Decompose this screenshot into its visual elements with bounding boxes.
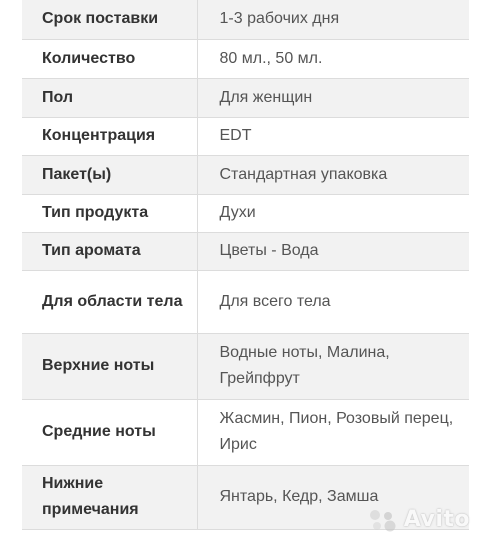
spec-row-body-area bbox=[22, 270, 469, 333]
spec-value: EDT bbox=[197, 117, 469, 155]
watermark-text: Avito bbox=[403, 507, 470, 532]
spec-row-package bbox=[22, 155, 469, 194]
spec-label: Пакет(ы) bbox=[22, 155, 197, 194]
spec-value: Для всего тела bbox=[197, 270, 469, 333]
spec-row-fragrance-type bbox=[22, 232, 469, 270]
spec-row-product-type bbox=[22, 194, 469, 232]
spec-value: Стандартная упаковка bbox=[197, 155, 469, 194]
spec-label: Пол bbox=[22, 78, 197, 117]
spec-value: Водные ноты, Малина, Грейпфрут bbox=[197, 333, 469, 399]
spec-label: Срок поставки bbox=[22, 0, 197, 39]
spec-row-delivery bbox=[22, 0, 469, 39]
spec-value: Жасмин, Пион, Розовый перец, Ирис bbox=[197, 399, 469, 465]
spec-value: Для женщин bbox=[197, 78, 469, 117]
spec-row-gender bbox=[22, 78, 469, 117]
spec-value: Духи bbox=[197, 194, 469, 232]
spec-value: 80 мл., 50 мл. bbox=[197, 39, 469, 78]
spec-label: Тип аромата bbox=[22, 232, 197, 270]
spec-row-base-notes bbox=[22, 465, 469, 529]
spec-label: Тип продукта bbox=[22, 194, 197, 232]
spec-label: Концентрация bbox=[22, 117, 197, 155]
spec-row-middle-notes bbox=[22, 399, 469, 465]
spec-label: Средние ноты bbox=[22, 399, 197, 465]
spec-row-quantity bbox=[22, 39, 469, 78]
spec-label: Нижние примечания bbox=[22, 465, 197, 529]
spec-label: Для области тела bbox=[22, 270, 197, 333]
product-specs-table bbox=[22, 0, 469, 530]
spec-value: 1-3 рабочих дня bbox=[197, 0, 469, 39]
spec-row-concentration bbox=[22, 117, 469, 155]
spec-value: Цветы - Вода bbox=[197, 232, 469, 270]
spec-label: Количество bbox=[22, 39, 197, 78]
spec-value: Янтарь, Кедр, Замша bbox=[197, 465, 469, 529]
spec-label: Верхние ноты bbox=[22, 333, 197, 399]
spec-row-top-notes bbox=[22, 333, 469, 399]
